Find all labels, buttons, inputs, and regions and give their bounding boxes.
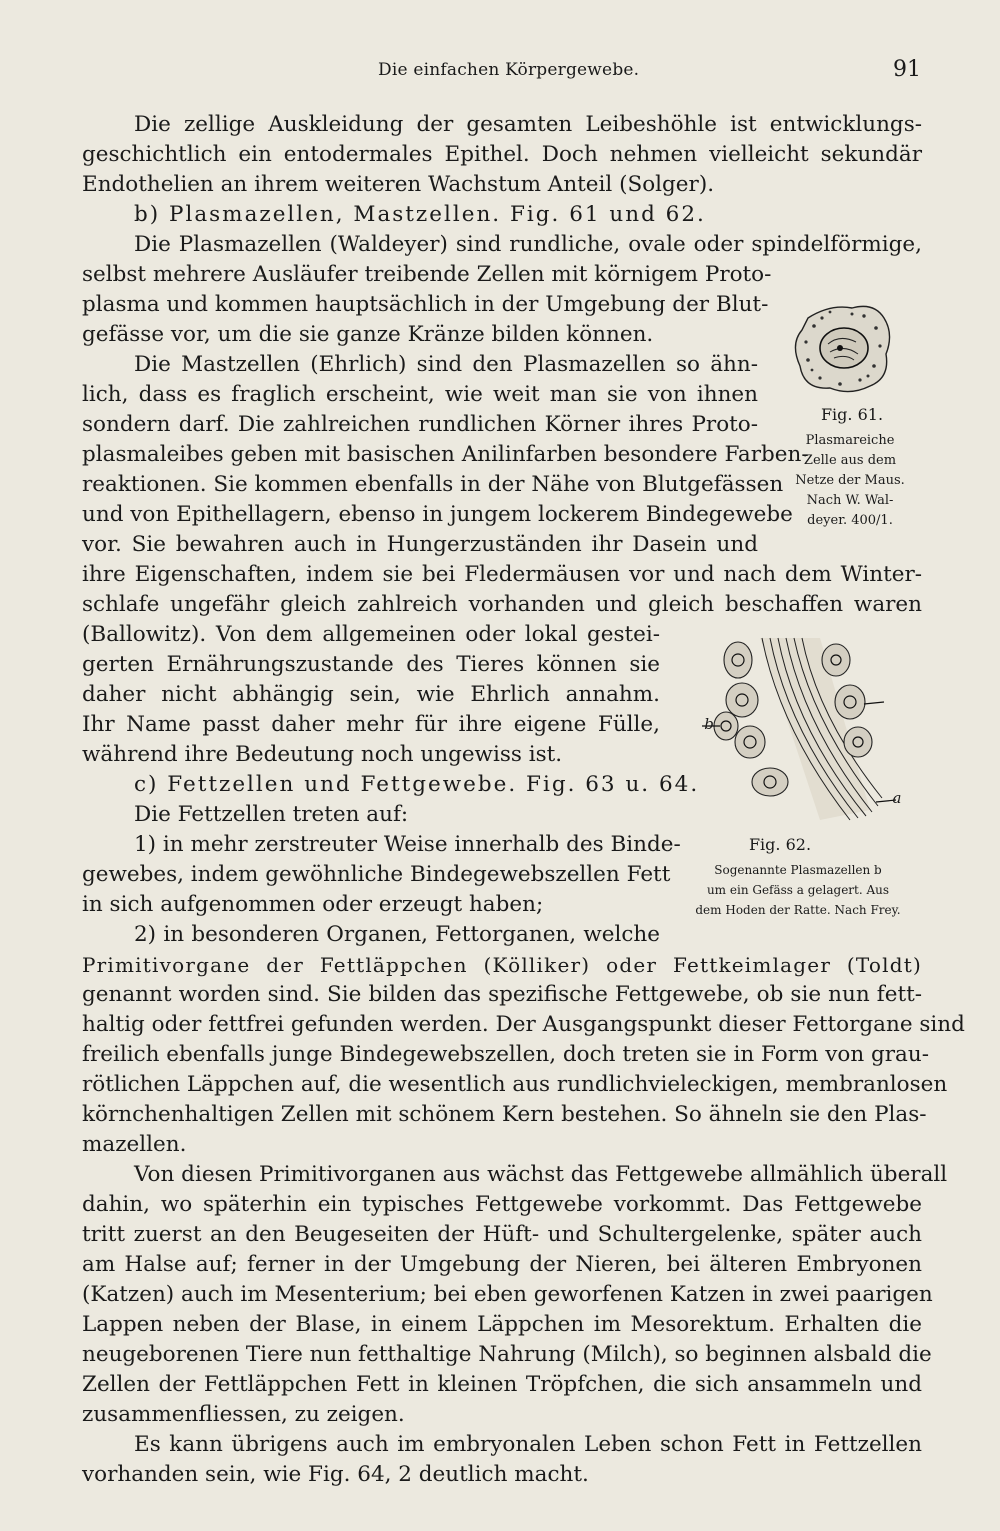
text-line: (Ballowitz). Von dem allgemeinen oder lokal gestei- (82, 622, 660, 647)
text-line: ihre Eigenschaften, indem sie bei Fledermäusen vor und nach dem Winter- (82, 562, 922, 587)
text-line: Die Fettzellen treten auf: (134, 802, 409, 827)
figure-62-letter-a: a (892, 789, 902, 807)
figure-62-caption-line: Sogenannte Plasmazellen b (714, 863, 882, 877)
figure-61-caption-line: Netze der Maus. (795, 473, 905, 488)
text-line: plasma und kommen hauptsächlich in der Umgebung der Blut- (82, 292, 769, 317)
figure-61-caption-line: Nach W. Wal- (806, 493, 894, 508)
text-line: zusammenfliessen, zu zeigen. (82, 1402, 405, 1427)
text-line: geschichtlich ein entodermales Epithel. Doch nehmen vielleicht sekundär (82, 142, 922, 167)
text-line: Ihr Name passt daher mehr für ihre eigene Fülle, (82, 712, 660, 737)
text-line: (Katzen) auch im Mesenterium; bei eben geworfenen Katzen in zwei paarigen (82, 1282, 933, 1307)
text-line: selbst mehrere Ausläufer treibende Zellen mit körnigem Proto- (82, 262, 772, 287)
section-heading: c) Fettzellen und Fettgewebe. Fig. 63 u. 64. (134, 772, 700, 797)
page-number: 91 (893, 57, 921, 82)
text-line: rötlichen Läppchen auf, die wesentlich aus rundlichvieleckigen, membranlosen (82, 1072, 948, 1097)
figure-62-letter-b: b (704, 715, 714, 733)
text-line: und von Epithellagern, ebenso in jungem lockerem Bindegewebe (82, 502, 793, 527)
text-line: mazellen. (82, 1132, 187, 1157)
text-line: reaktionen. Sie kommen ebenfalls in der Nähe von Blutgefässen (82, 472, 784, 497)
text-line: gerten Ernährungszustande des Tieres können sie (82, 652, 660, 677)
text-line: genannt worden sind. Sie bilden das spezifische Fettgewebe, ob sie nun fett- (82, 982, 922, 1007)
figure-61-caption-line: deyer. 400/1. (807, 513, 893, 528)
text-line: in sich aufgenommen oder erzeugt haben; (82, 892, 544, 917)
figure-61-caption-line: Plasmareiche (805, 433, 895, 448)
text-line: Lappen neben der Blase, in einem Läppchen im Mesorektum. Erhalten die (82, 1312, 922, 1337)
text-line: 1) in mehr zerstreuter Weise innerhalb des Binde- (134, 832, 681, 857)
figure-62-caption-line: um ein Gefäss a gelagert. Aus (706, 883, 890, 897)
text-line: während ihre Bedeutung noch ungewiss ist. (82, 742, 563, 767)
text-line: haltig oder fettfrei gefunden werden. Der Ausgangspunkt dieser Fettorgane sind (82, 1012, 965, 1037)
text-line: vorhanden sein, wie Fig. 64, 2 deutlich macht. (82, 1462, 589, 1487)
text-line: Endothelien an ihrem weiteren Wachstum Anteil (Solger). (82, 172, 715, 197)
text-line: daher nicht abhängig sein, wie Ehrlich annahm. (82, 682, 660, 707)
figure-61-caption-line: Zelle aus dem (803, 453, 897, 468)
text-line: Es kann übrigens auch im embryonalen Leben schon Fett in Fettzellen (134, 1432, 922, 1457)
figure-62-vessel-plasma-cells (700, 630, 910, 830)
text-line: freilich ebenfalls junge Bindegewebszellen, doch treten sie in Form von grau- (82, 1042, 929, 1067)
text-line: Primitivorgane der Fettläppchen (Kölliker) oder Fettkeimlager (Toldt) (82, 953, 922, 977)
text-line: vor. Sie bewahren auch in Hungerzuständen ihr Dasein und (82, 532, 758, 557)
running-header: Die einfachen Körpergewebe. (378, 60, 640, 80)
text-line: dahin, wo späterhin ein typisches Fettgewebe vorkommt. Das Fettgewebe (82, 1192, 922, 1217)
text-line: Die Mastzellen (Ehrlich) sind den Plasmazellen so ähn- (134, 352, 758, 377)
text-line: am Halse auf; ferner in der Umgebung der Nieren, bei älteren Embryonen (82, 1252, 922, 1277)
text-line: Von diesen Primitivorganen aus wächst das Fettgewebe allmählich überall (134, 1162, 948, 1187)
section-heading: b) Plasmazellen, Mastzellen. Fig. 61 und 62. (134, 202, 706, 227)
figure-62-caption-line: dem Hoden der Ratte. Nach Frey. (695, 903, 901, 917)
text-line: Die zellige Auskleidung der gesamten Leibeshöhle ist entwicklungs- (134, 112, 922, 137)
text-line: körnchenhaltigen Zellen mit schönem Kern bestehen. So ähneln sie den Plas- (82, 1102, 927, 1127)
text-line: tritt zuerst an den Beugeseiten der Hüft- und Schultergelenke, später auch (82, 1222, 922, 1247)
text-line: plasmaleibes geben mit basischen Anilinfarben besondere Farben- (82, 442, 809, 467)
text-line: Zellen der Fettläppchen Fett in kleinen Tröpfchen, die sich ansammeln und (82, 1372, 922, 1397)
figure-62-label: Fig. 62. (748, 835, 812, 854)
figure-61-plasma-cell (790, 300, 900, 400)
text-line: gewebes, indem gewöhnliche Bindegewebszellen Fett (82, 862, 671, 887)
figure-61-label: Fig. 61. (820, 405, 884, 424)
text-line: lich, dass es fraglich erscheint, wie weit man sie von ihnen (82, 382, 758, 407)
text-line: sondern darf. Die zahlreichen rundlichen Körner ihres Proto- (82, 412, 758, 437)
text-line: 2) in besonderen Organen, Fettorganen, welche (134, 922, 660, 947)
text-line: Die Plasmazellen (Waldeyer) sind rundliche, ovale oder spindelförmige, (134, 232, 922, 257)
text-line: schlafe ungefähr gleich zahlreich vorhanden und gleich beschaffen waren (82, 592, 922, 617)
text-line: gefässe vor, um die sie ganze Kränze bilden können. (82, 322, 654, 347)
text-line: neugeborenen Tiere nun fetthaltige Nahrung (Milch), so beginnen alsbald die (82, 1342, 932, 1367)
